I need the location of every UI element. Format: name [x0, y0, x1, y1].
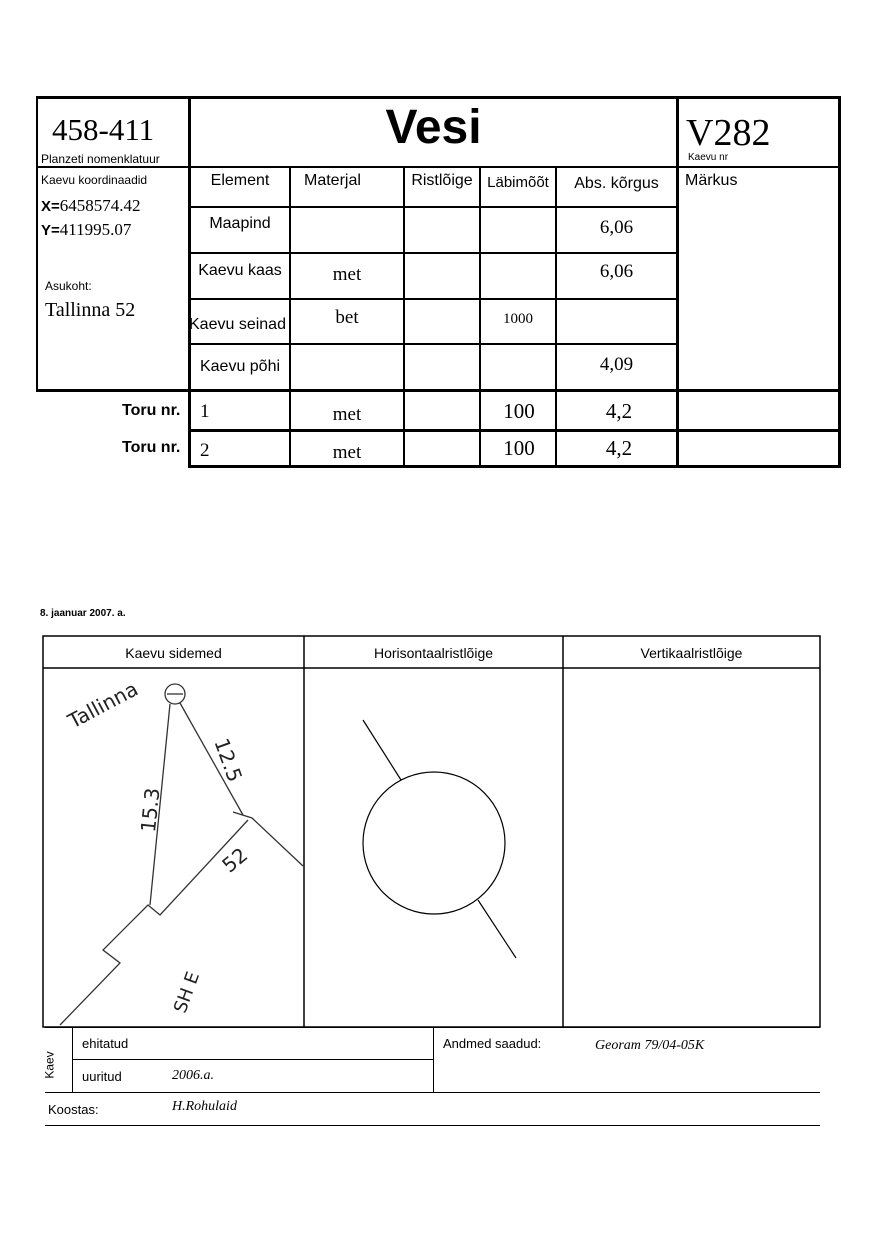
table-row-abs-height: 6,06 — [599, 217, 634, 238]
x-value: 6458574.42 — [59, 196, 141, 215]
column-header-material: Materjal — [304, 172, 361, 189]
well-number-label: Kaevu nr — [688, 152, 729, 163]
author-label: Koostas: — [48, 1102, 99, 1117]
author-value: H.Rohulaid — [172, 1099, 237, 1114]
well-side-label: Kaev — [42, 1051, 57, 1079]
y-label: Y= — [41, 222, 60, 239]
pipe-abs-height: 4,2 — [605, 436, 633, 460]
pipe-diameter: 100 — [503, 399, 535, 423]
column-header-element: Element — [210, 172, 270, 189]
pipe-material: met — [332, 404, 362, 425]
table-row-element: Kaevu põhi — [199, 358, 281, 375]
y-value: 411995.07 — [59, 220, 132, 239]
location-label: Asukoht: — [45, 279, 92, 293]
table-row-element: Maapind — [209, 215, 271, 232]
handwritten-distance-left: 15.3 — [136, 786, 165, 834]
horizontal-section — [363, 720, 516, 958]
well-cross-section-circle — [363, 772, 505, 914]
column-header-diameter: Läbimõõt — [487, 174, 549, 191]
handwritten-building: SH E — [169, 969, 205, 1016]
pipe-number: 1 — [200, 401, 210, 422]
x-label: X= — [41, 198, 60, 215]
table-row-material: met — [332, 264, 362, 285]
pipe-label: Toru nr. — [122, 439, 181, 456]
panel-title-vertical: Vertikaalristlõige — [640, 645, 743, 661]
nomenclature-value: 458-411 — [52, 112, 155, 147]
nomenclature-label: Planzeti nomenklatuur — [41, 152, 160, 166]
document-date: 8. jaanuar 2007. a. — [40, 608, 126, 619]
handwritten-house-number: 52 — [217, 842, 253, 878]
coordinates-label: Kaevu koordinaadid — [41, 173, 148, 187]
built-label: ehitatud — [82, 1036, 129, 1051]
pipe-material: met — [332, 442, 362, 463]
location-value: Tallinna 52 — [45, 299, 136, 321]
source-value: Georam 79/04-05K — [595, 1038, 705, 1053]
surveyed-label: uuritud — [82, 1069, 122, 1084]
column-header-cross-section: Ristlõige — [411, 172, 473, 189]
panel-title-ties: Kaevu sidemed — [125, 645, 222, 661]
column-header-notes: Märkus — [685, 172, 738, 189]
table-row-abs-height: 6,06 — [599, 261, 634, 282]
page-title: Vesi — [385, 101, 482, 154]
table-row-diameter: 1000 — [503, 311, 533, 327]
table-row-element: Kaevu kaas — [198, 262, 282, 279]
pipe-number: 2 — [200, 440, 210, 461]
pipe-diameter: 100 — [503, 436, 535, 460]
table-row-material: bet — [335, 307, 359, 328]
pipe-label: Toru nr. — [122, 402, 181, 419]
handwritten-street: Tallinna — [64, 676, 142, 734]
handwritten-distance-right: 12.5 — [209, 734, 248, 786]
well-number-value: V282 — [686, 112, 771, 154]
panel-title-horizontal: Horisontaalristlõige — [373, 645, 494, 661]
source-label: Andmed saadud: — [443, 1036, 542, 1051]
column-header-abs-height: Abs. kõrgus — [574, 175, 659, 192]
surveyed-value: 2006.a. — [172, 1068, 214, 1083]
pipe-abs-height: 4,2 — [605, 399, 633, 423]
table-row-element: Kaevu seinad — [189, 316, 286, 333]
table-row-abs-height: 4,09 — [599, 354, 634, 375]
